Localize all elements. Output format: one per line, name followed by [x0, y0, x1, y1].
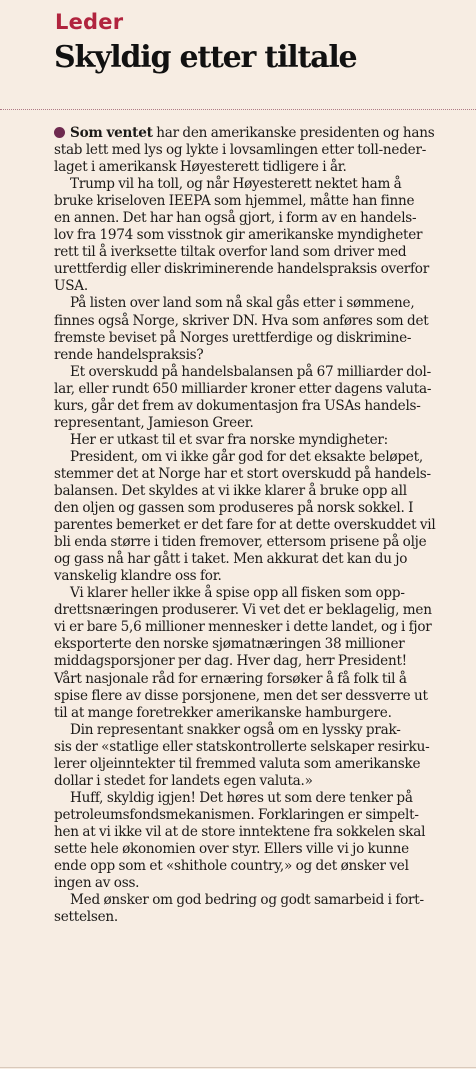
article-line: rett til å iverksette tiltak overfor land som driver med — [54, 244, 407, 261]
article-line: stab lett med lys og lykte i lovsamlingen etter toll-neder- — [54, 142, 427, 159]
article-line: petroleumsfondsmekanismen. Forklaringen er simpelt- — [54, 806, 419, 823]
article-line: Med ønsker om god bedring og godt samarbeid i fort- — [70, 892, 424, 909]
article-line: bli enda større i tiden fremover, ettersom prisene på olje — [54, 534, 427, 551]
article-line: President, om vi ikke går god for det eksakte beløpet, — [70, 448, 423, 465]
article-line: laget i amerikansk Høyesterett tidligere i år. — [54, 159, 347, 176]
first-line-rest: har den amerikanske presidenten og hans — [152, 125, 435, 141]
article-line: og gass nå har gått i taket. Men akkurat det kan du jo — [54, 551, 408, 568]
article-line: ingen av oss. — [54, 875, 140, 892]
article-line: hen at vi ikke vil at de store inntektene fra sokkelen skal — [54, 823, 426, 840]
article-line — [54, 125, 467, 142]
article-line: rende handelspraksis? — [54, 346, 204, 363]
article-line: Vårt nasjonale råd for ernæring forsøker å få folk til å — [54, 670, 407, 687]
article-line: På listen over land som nå skal gås etter i sømmene, — [70, 295, 415, 312]
article-line: balansen. Det skyldes at vi ikke klarer å bruke opp all — [54, 482, 407, 499]
article-line: dollar i stedet for landets egen valuta.» — [54, 772, 313, 789]
article-line: Vi klarer heller ikke å spise opp all fisken som opp- — [70, 585, 405, 602]
section-label: Leder — [55, 10, 124, 34]
article-line: settelsen. — [54, 909, 118, 926]
lead-in: Som ventet — [70, 125, 153, 141]
article-line: sette hele økonomien over styr. Ellers ville vi jo kunne — [54, 840, 409, 857]
article-line: representant, Jamieson Greer. — [54, 414, 254, 431]
article-line: Her er utkast til et svar fra norske myndigheter: — [70, 431, 388, 448]
article-line: finnes også Norge, skriver DN. Hva som anføres som det — [54, 312, 429, 329]
article-line: parentes bemerket er det fare for at dette overskuddet vil — [54, 517, 436, 534]
article-line: spise flere av disse porsjonene, men det ser dessverre ut — [54, 687, 428, 704]
article-line: middagsporsjoner per dag. Hver dag, herr President! — [54, 653, 407, 670]
article-line: Din representant snakker også om en lyssky prak- — [70, 721, 401, 738]
headline: Skyldig etter tiltale — [54, 40, 357, 75]
article-line: lar, eller rundt 650 milliarder kroner etter dagens valuta- — [54, 380, 432, 397]
article-line: ende opp som et «shithole country,» og det ønsker vel — [54, 858, 409, 875]
article-line: urettferdig eller diskriminerende handelspraksis overfor — [54, 261, 429, 278]
header-divider — [0, 109, 476, 110]
article-line: stemmer det at Norge har et stort overskudd på handels- — [54, 465, 431, 482]
article-line: drettsnæringen produserer. Vi vet det er beklagelig, men — [54, 602, 432, 619]
bottom-rule — [0, 1067, 476, 1068]
article-line: Et overskudd på handelsbalansen på 67 milliarder dol- — [70, 363, 432, 380]
article-line: Huff, skyldig igjen! Det høres ut som dere tenker på — [70, 789, 413, 806]
article-line: USA. — [54, 278, 88, 295]
article-line: lov fra 1974 som visstnok gir amerikanske myndigheter — [54, 227, 423, 244]
article-header — [0, 0, 476, 108]
circle-bullet-icon — [54, 127, 65, 138]
article-line: lerer oljeinntekter til fremmed valuta som amerikanske — [54, 755, 421, 772]
article-line: den oljen og gassen som produseres på norsk sokkel. I — [54, 500, 414, 517]
article-line: fremste beviset på Norges urettferdige og diskrimine- — [54, 329, 412, 346]
article-line: sis der «statlige eller statskontrollerte selskaper resirku- — [54, 738, 430, 755]
article-line: Trump vil ha toll, og når Høyesterett nektet ham å — [70, 176, 402, 193]
article-line: eksporterte den norske sjømatnæringen 38 millioner — [54, 636, 405, 653]
article-line: vi er bare 5,6 millioner mennesker i dette landet, og i fjor — [54, 619, 432, 636]
article-line: til at mange foretrekker amerikanske hamburgere. — [54, 704, 392, 721]
article-line: en annen. Det har han også gjort, i form av en handels- — [54, 210, 417, 227]
article-line: kurs, går det frem av dokumentasjon fra USAs handels- — [54, 397, 421, 414]
article-line: bruke kriseloven IEEPA som hjemmel, måtte han finne — [54, 193, 415, 210]
article-line: vanskelig klandre oss for. — [54, 568, 222, 585]
article-body — [54, 125, 467, 926]
